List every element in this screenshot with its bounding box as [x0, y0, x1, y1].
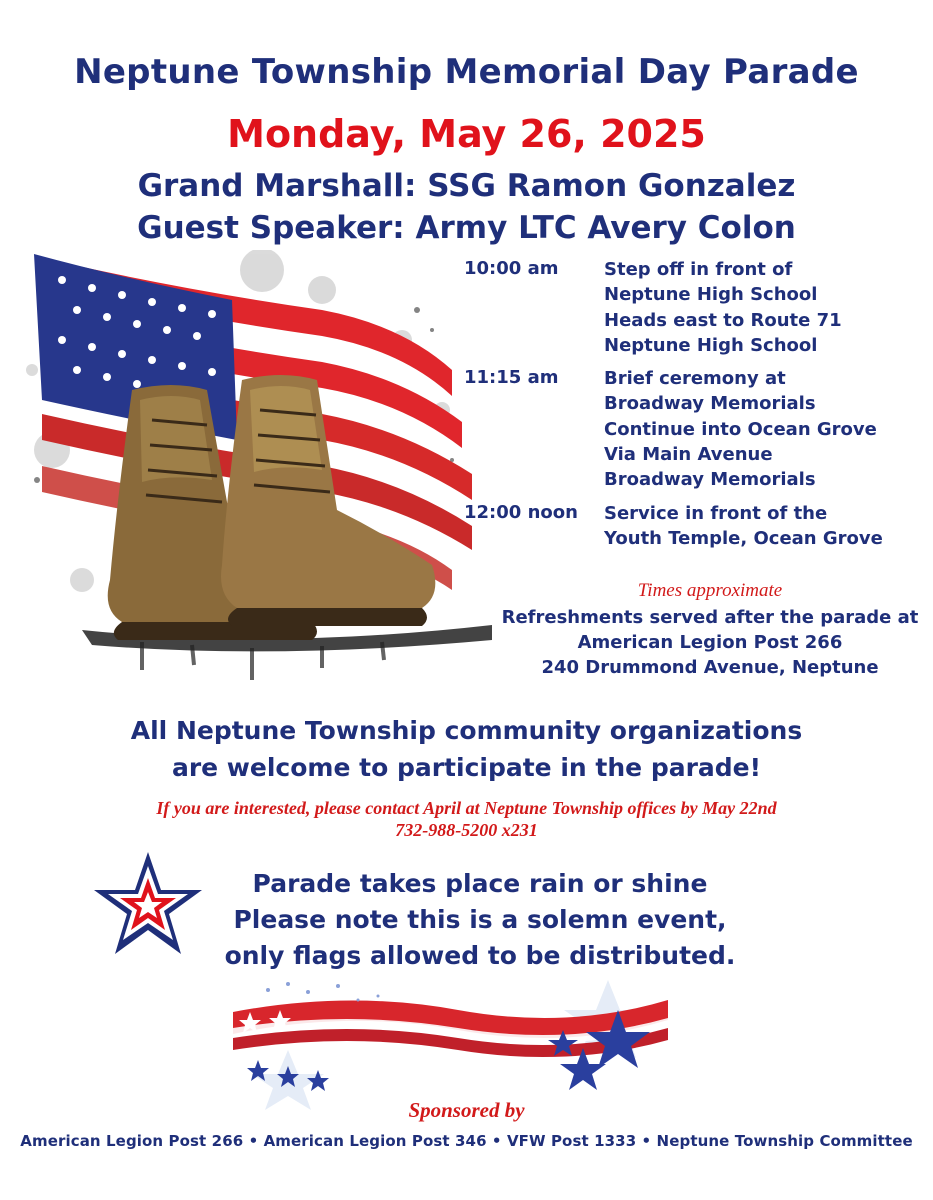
notes-line: Please note this is a solemn event, [233, 905, 727, 934]
schedule-line: Neptune High School [604, 334, 818, 356]
sponsored-by-label: Sponsored by [408, 1098, 525, 1122]
invite-line: are welcome to participate in the parade! [171, 753, 762, 782]
schedule-line: Step off in front of [604, 259, 793, 280]
schedule-line: Service in front of the [604, 503, 828, 524]
guest-speaker: Guest Speaker: Army LTC Avery Colon [137, 210, 796, 246]
page-title: Neptune Township Memorial Day Parade [74, 52, 859, 92]
schedule-line: Brief ceremony at [604, 368, 786, 389]
schedule-time-2: 11:15 am [464, 367, 559, 388]
schedule-details-1 [604, 257, 842, 358]
contact-info [0, 797, 933, 841]
schedule-line: Neptune High School [604, 284, 818, 306]
refreshments-line: Refreshments served after the parade at [501, 607, 919, 628]
invite-line: All Neptune Township community organizations [130, 716, 803, 745]
flag-boots-illustration [22, 250, 502, 690]
schedule-line: Via Main Avenue [604, 443, 773, 465]
schedule-line: Continue into Ocean Grove [604, 418, 877, 440]
schedule-line: Heads east to Route 71 [604, 309, 842, 331]
schedule-line: Broadway Memorials [604, 393, 816, 415]
schedule-details-3 [604, 501, 883, 552]
sponsors-list: American Legion Post 266 • American Legion Post 346 • VFW Post 1333 • Neptune Township Committee [20, 1132, 913, 1150]
community-invite [0, 712, 933, 786]
contact-line: If you are interested, please contact April at Neptune Township offices by May 22nd [156, 798, 777, 818]
grand-marshall: Grand Marshall: SSG Ramon Gonzalez [137, 168, 796, 204]
patriotic-star-icon [92, 848, 204, 960]
schedule-line: Broadway Memorials [604, 469, 816, 491]
event-date: Monday, May 26, 2025 [227, 112, 706, 156]
schedule-line: Youth Temple, Ocean Grove [604, 528, 883, 550]
refreshments-line: 240 Drummond Avenue, Neptune [541, 657, 879, 678]
schedule-time-3: 12:00 noon [464, 502, 578, 523]
schedule-details-2 [604, 366, 877, 492]
event-notes [200, 866, 760, 974]
notes-line: Parade takes place rain or shine [252, 869, 708, 898]
refreshments-line: American Legion Post 266 [577, 632, 843, 653]
notes-line: only flags allowed to be distributed. [224, 941, 736, 970]
star-ribbon-banner [228, 970, 678, 1110]
contact-phone: 732-988-5200 x231 [395, 820, 538, 840]
schedule-time-1: 10:00 am [464, 258, 559, 279]
times-approximate-note: Times approximate [637, 580, 783, 601]
refreshments-info [500, 605, 920, 680]
